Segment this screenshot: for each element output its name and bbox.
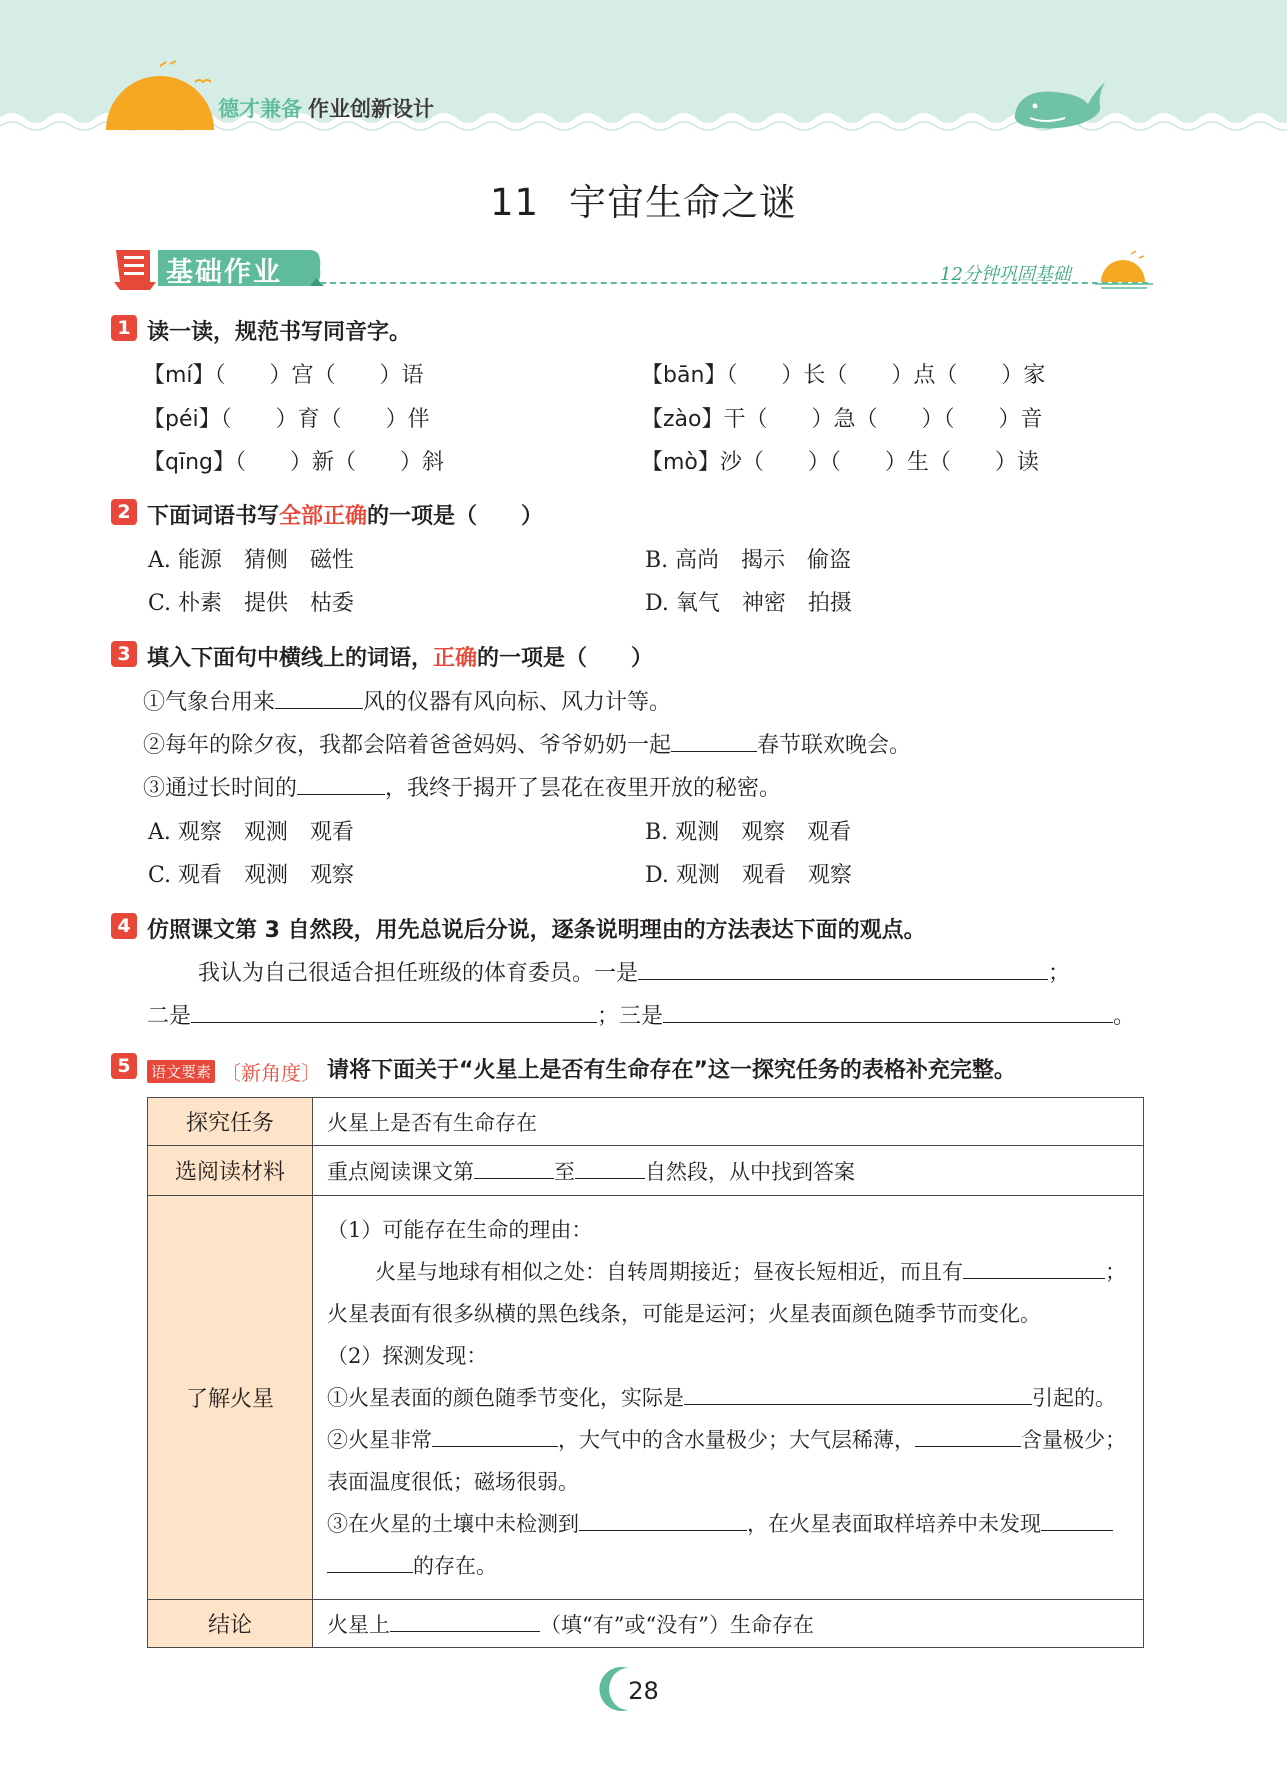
q1-row-zao: 【zào】干（ ）急（ ）（ ）音	[641, 407, 1043, 432]
q4-blank-3[interactable]	[663, 1002, 1113, 1023]
q3-s2-a: ②每年的除夕夜，我都会陪着爸爸妈妈、爷爷奶奶一起	[143, 733, 672, 758]
mars-l5-a: ①火星表面的颜色随季节变化，实际是	[327, 1385, 684, 1410]
mars-l9-text: 的存在。	[413, 1553, 497, 1578]
table-row	[148, 1098, 1144, 1146]
brand-part1: 德才兼备	[218, 97, 302, 121]
q2-prompt-highlight: 全部正确	[279, 504, 368, 529]
reading-text-c: 自然段，从中找到答案	[645, 1159, 855, 1184]
row-body-reading	[313, 1146, 1144, 1196]
q3-s1-blank[interactable]	[275, 688, 363, 709]
q4-line-1	[198, 956, 1070, 987]
brand-part2: 作业创新设计	[308, 97, 434, 121]
q2-option-d[interactable]: D. 氧气 神密 拍摄	[645, 591, 852, 616]
row-head-task: 探究任务	[148, 1098, 313, 1146]
reading-blank-start[interactable]	[474, 1158, 554, 1179]
q3-s3-blank[interactable]	[297, 774, 385, 795]
q5-number: 5	[111, 1053, 137, 1079]
q1-row-ban: 【bān】（ ）长（ ）点（ ）家	[641, 363, 1046, 388]
tag-new-angle: 〔新角度〕	[221, 1060, 322, 1085]
q5-prompt-text: 请将下面关于“火星上是否有生命存在”这一探究任务的表格补充完整。	[327, 1058, 1016, 1083]
q1-row-mi: 【mí】（ ）宫（ ）语	[143, 363, 424, 388]
q3-s2-blank[interactable]	[671, 731, 757, 752]
q5-prompt	[147, 1053, 1016, 1086]
q1-prompt: 读一读，规范书写同音字。	[147, 320, 412, 345]
lesson-name: 宇宙生命之谜	[569, 181, 798, 224]
table-row	[148, 1196, 1144, 1600]
q1-row-pei: 【péi】（ ）育（ ）伴	[143, 407, 430, 432]
conclusion-text-a: 火星上	[327, 1612, 390, 1637]
q3-option-b[interactable]: B. 观测 观察 观看	[645, 820, 852, 845]
row-head-reading: 选阅读材料	[148, 1146, 313, 1196]
table-row	[148, 1600, 1144, 1648]
reading-text-b: 至	[554, 1159, 575, 1184]
q3-sentence-3	[143, 771, 781, 802]
mars-line-3: 火星表面有很多纵横的黑色线条，可能是运河；火星表面颜色随季节而变化。	[327, 1301, 1041, 1326]
mars-l6-c: 含量极少；	[1021, 1427, 1126, 1452]
q4-line-2	[147, 999, 1135, 1030]
mars-blank-7[interactable]	[327, 1552, 413, 1573]
row-body-task: 火星上是否有生命存在	[313, 1098, 1144, 1146]
q3-prompt-b: 的一项是（ ）	[477, 646, 654, 671]
q4-blank-1[interactable]	[638, 959, 1048, 980]
conclusion-text-b: （填“有”或“没有”）生命存在	[540, 1612, 814, 1637]
q4-l1-text: 我认为自己很适合担任班级的体育委员。一是	[198, 961, 639, 986]
lesson-title	[0, 172, 1287, 226]
q4-number: 4	[111, 913, 137, 939]
reading-text-a: 重点阅读课文第	[327, 1159, 474, 1184]
mars-blank-6[interactable]	[1041, 1510, 1113, 1531]
mars-line-2	[327, 1251, 1143, 1293]
row-head-mars: 了解火星	[148, 1196, 313, 1600]
mini-sun-icon	[1095, 250, 1155, 290]
mars-line-8	[327, 1503, 1143, 1545]
mars-line-9	[327, 1545, 1143, 1587]
mars-l2-end: ；	[1105, 1259, 1126, 1284]
table-row	[148, 1146, 1144, 1196]
whale-icon	[1010, 74, 1110, 134]
q3-s2-b: 春节联欢晚会。	[757, 733, 912, 758]
q3-prompt	[147, 641, 653, 672]
mars-l6-b: ，大气中的含水量极少；大气层稀薄，	[558, 1427, 915, 1452]
q1-row-qing: 【qīng】（ ）新（ ）斜	[143, 450, 444, 475]
lesson-number: 11	[489, 181, 540, 224]
q3-s3-b: ，我终于揭开了昙花在夜里开放的秘密。	[385, 776, 782, 801]
q3-s1-b: 风的仪器有风向标、风力计等。	[363, 690, 672, 715]
tag-yuwen-element: 语文要素	[147, 1060, 215, 1083]
reading-blank-end[interactable]	[575, 1158, 645, 1179]
q3-option-d[interactable]: D. 观测 观看 观察	[645, 863, 852, 888]
explore-table	[147, 1097, 1144, 1648]
mars-l8-b: ，在火星表面取样培养中未发现	[747, 1511, 1041, 1536]
q4-blank-2[interactable]	[191, 1002, 597, 1023]
q4-l2-a: 二是	[147, 1004, 192, 1029]
mars-line-7: 表面温度很低；磁场很弱。	[327, 1469, 579, 1494]
conclusion-blank[interactable]	[390, 1611, 540, 1632]
q1-number: 1	[111, 315, 137, 341]
q3-number: 3	[111, 641, 137, 667]
q1-row-mo: 【mò】沙（ ）（ ）生（ ）读	[641, 450, 1039, 475]
q3-s1-a: ①气象台用来	[143, 690, 276, 715]
mars-line-5	[327, 1377, 1143, 1419]
mars-blank-5[interactable]	[579, 1510, 747, 1531]
mars-l2-text: 火星与地球有相似之处：自转周期接近；昼夜长短相近，而且有	[375, 1259, 963, 1284]
q4-l2-end: 。	[1113, 1004, 1136, 1029]
page-number: 28	[628, 1677, 659, 1705]
section-label: 基础作业	[166, 257, 282, 288]
q2-option-c[interactable]: C. 朴素 提供 枯委	[148, 591, 355, 616]
brand-title	[218, 93, 434, 123]
q3-sentence-2	[143, 728, 911, 759]
sun-icon	[100, 60, 220, 130]
q2-prompt-b: 的一项是（ ）	[367, 504, 544, 529]
mars-blank-3[interactable]	[432, 1426, 558, 1447]
q3-prompt-a: 填入下面句中横线上的词语，	[147, 646, 434, 671]
mars-l6-a: ②火星非常	[327, 1427, 432, 1452]
mars-blank-1[interactable]	[963, 1258, 1105, 1279]
q2-option-b[interactable]: B. 高尚 揭示 偷盗	[645, 548, 852, 573]
q3-option-a[interactable]: A. 观察 观测 观看	[148, 820, 354, 845]
mars-line-1: （1）可能存在生命的理由：	[327, 1217, 593, 1242]
q4-l2-b: ；三是	[597, 1004, 664, 1029]
row-body-mars	[313, 1196, 1144, 1600]
q3-s3-a: ③通过长时间的	[143, 776, 298, 801]
q2-prompt-a: 下面词语书写	[147, 504, 280, 529]
q2-prompt	[147, 499, 543, 530]
q2-option-a[interactable]: A. 能源 猜侧 磁性	[148, 548, 354, 573]
q4-l1-end: ；	[1048, 961, 1071, 986]
q3-prompt-highlight: 正确	[433, 646, 478, 671]
q4-prompt: 仿照课文第 3 自然段，用先总说后分说，逐条说明理由的方法表达下面的观点。	[147, 918, 926, 943]
mars-line-4: （2）探测发现：	[327, 1343, 488, 1368]
mars-blank-2[interactable]	[684, 1384, 1032, 1405]
q3-option-c[interactable]: C. 观看 观测 观察	[148, 863, 355, 888]
mars-line-6	[327, 1419, 1143, 1461]
mars-l8-a: ③在火星的土壤中未检测到	[327, 1511, 579, 1536]
mars-blank-4[interactable]	[915, 1426, 1021, 1447]
row-head-conclusion: 结论	[148, 1600, 313, 1648]
section-note: 12分钟巩固基础	[940, 264, 1071, 285]
q2-number: 2	[111, 499, 137, 525]
q3-sentence-1	[143, 685, 671, 716]
mars-l5-b: 引起的。	[1032, 1385, 1116, 1410]
row-body-conclusion	[313, 1600, 1144, 1648]
